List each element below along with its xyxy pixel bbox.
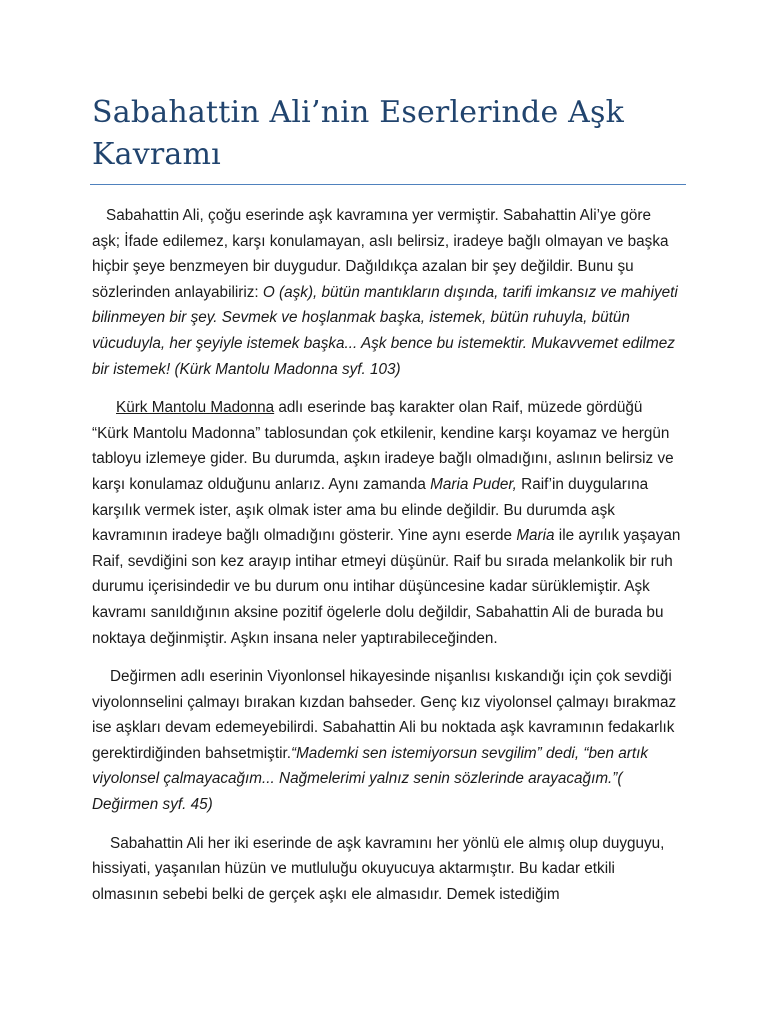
paragraph-kurk-mantolu-madonna bbox=[92, 395, 682, 651]
quote-degirmen: “Mademki sen istemiyorsun sevgilim” dedi, “ben artık viyolonsel çalmayacağım... Nağmelerimi yalnız senin sözlerinde arayacağım.”( Değirmen syf. 45) bbox=[92, 744, 649, 814]
paragraph-text: ile ayrılık yaşayan Raif, sevdiğini son kez arayıp intihar etmeyi düşünür. Raif bu sırada melankolik bir ruh durumu içerisindedir ve bu durum onu intihar düşüncesine kadar sürüklemiştir. Aşk kavramı sanıldığının aksine pozitif ögelerle dolu değildir, Sabahattin Ali de burada bu noktaya değinmiştir. Aşkın insana neler yaptırabileceğinden. bbox=[92, 527, 681, 647]
paragraph-text: adlı eserinde baş karakter olan Raif, müzede gördüğü “Kürk Mantolu Madonna” tablosundan çok etkilenir, kendine karşı koyamaz ve hergün tabloyu izlemeye gider. Bu durumda, aşkın iradeye bağlı olmadığını, aslının belirsiz ve karşı konulamaz olduğunu anlarız. Aynı zamanda bbox=[92, 399, 674, 493]
character-name-maria: Maria bbox=[516, 527, 555, 545]
book-title-link[interactable]: Kürk Mantolu Madonna bbox=[116, 399, 275, 417]
paragraph-conclusion bbox=[92, 831, 682, 908]
paragraph-degirmen bbox=[92, 664, 682, 818]
character-name-maria-puder: Maria Puder, bbox=[430, 475, 517, 493]
document-title: Sabahattin Ali’nin Eserlerinde Aşk Kavramı bbox=[92, 95, 624, 172]
title-underline-rule bbox=[90, 184, 686, 185]
paragraph-text: Sabahattin Ali her iki eserinde de aşk kavramını her yönlü ele almış olup duyguyu, hissiyati, yaşanılan hüzün ve mutluluğu okuyucuya aktarmıştır. Bu kadar etkili olmasının sebebi belki de gerçek aşkı ele almasıdır. Demek istediğim bbox=[92, 834, 665, 903]
paragraph-text: Raif’in duygularına karşılık vermek ister, aşık olmak ister ama bu elinde değildir. Bu durumda aşk kavramının iradeye bağlı olmadığını gösterir. Yine aynı eserde bbox=[92, 475, 649, 545]
paragraph-intro bbox=[92, 203, 682, 382]
paragraph-text: Değirmen adlı eserinin Viyonlonsel hikayesinde nişanlısı kıskandığı için çok sevdiği viyolonnselini çalmayı bırakan kızdan bahseder. Genç kız viyolonsel çalmayı bırakmaz ise aşkları devam edemeyebilirdi. Sabahattin Ali bu noktada aşk kavramının fedakarlık gerektirdiğinden bahsetmiştir. bbox=[92, 668, 677, 762]
quote-kurk-mantolu-madonna: O (aşk), bütün mantıkların dışında, tarifi imkansız ve mahiyeti bilinmeyen bir şey. Sevmek ve hoşlanmak başka, istemek, bütün ruhuyla, bütün vücuduyla, her şeyiyle istemek başka... Aşk bence bu istemektir. Mukavvemet edilmez bir istemek! (Kürk Mantolu Madonna syf. 103) bbox=[92, 283, 678, 378]
paragraph-intro-text: Sabahattin Ali, çoğu eserinde aşk kavramına yer vermiştir. Sabahattin Ali’ye göre aşk; İfade edilemez, karşı konulamayan, aslı belirsiz, iradeye bağlı olmayan ve başka hiçbir şeye benzmeyen bir duygudur. Dağıldıkça azalan bir şey değildir. Bunu şu sözlerinden anlayabiliriz: bbox=[92, 207, 669, 301]
